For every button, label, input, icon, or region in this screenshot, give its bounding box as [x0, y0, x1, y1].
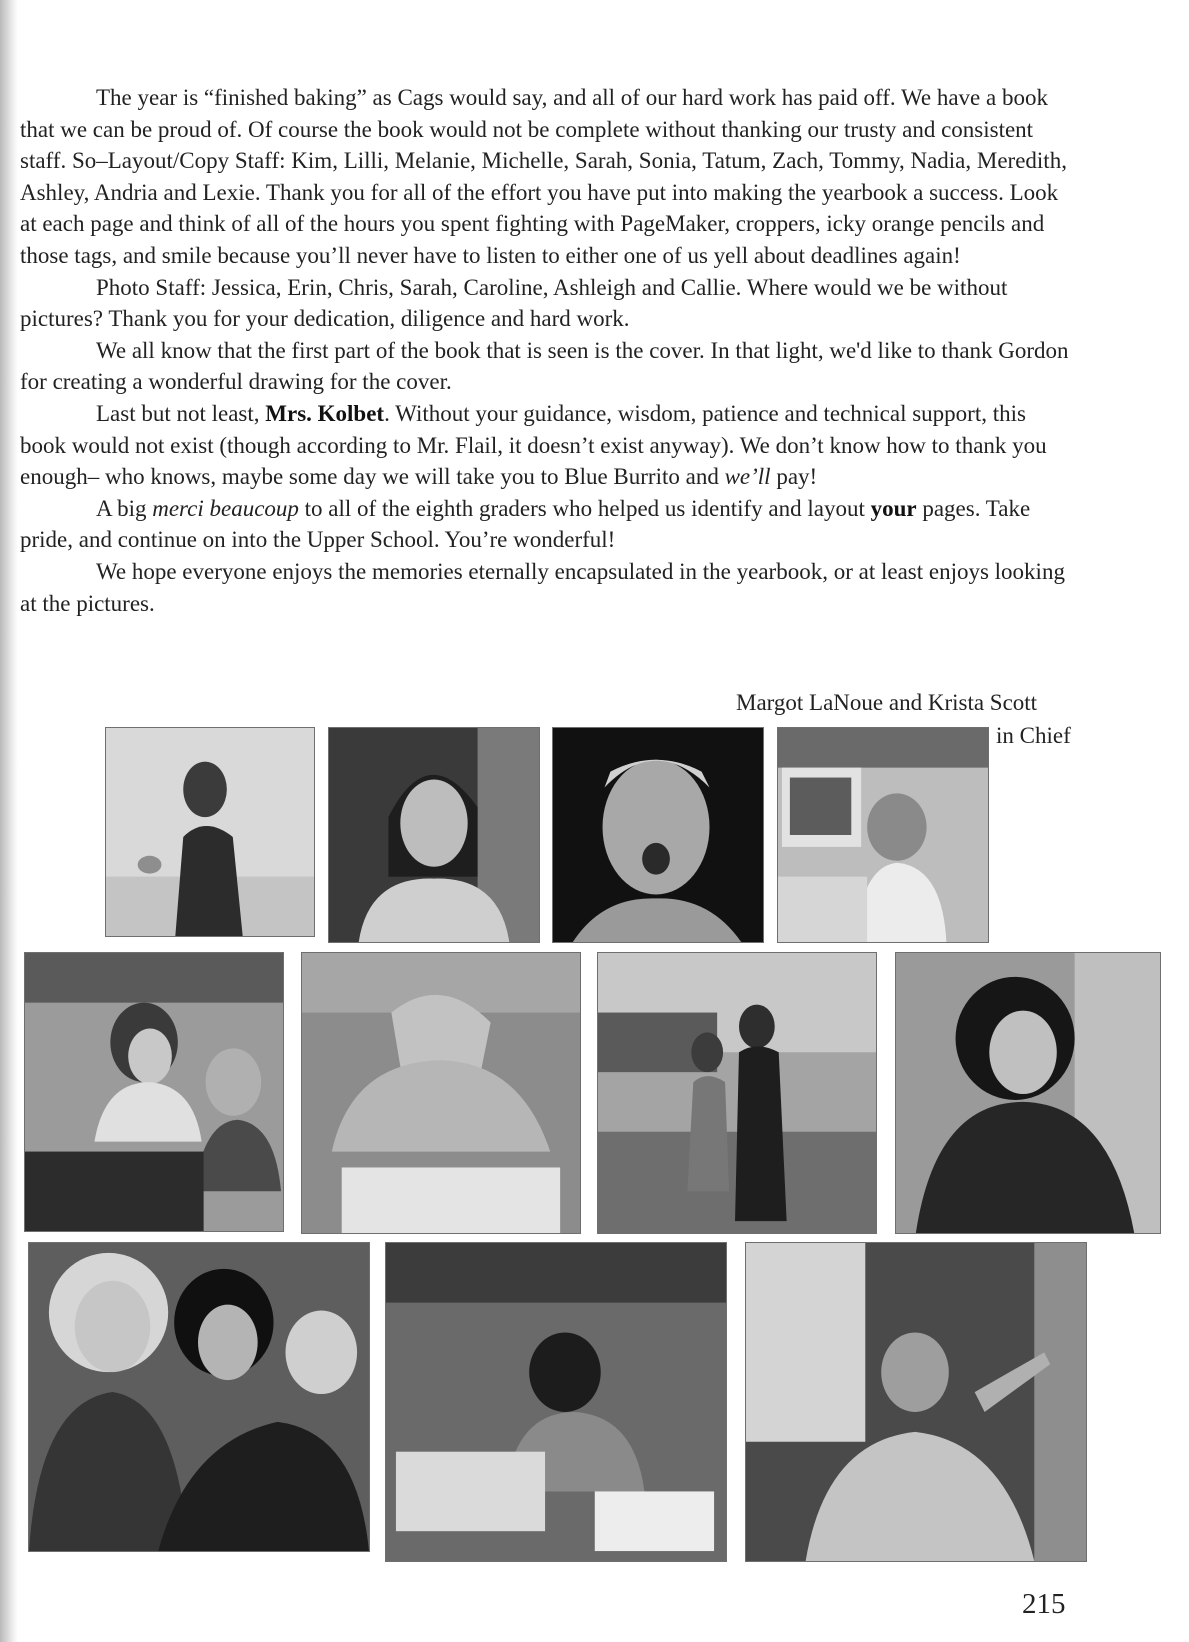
photo-student-working — [301, 952, 581, 1234]
photo-girls-at-table — [24, 952, 284, 1232]
p4-end: pay! — [770, 464, 818, 490]
signature-names: Margot LaNoue and Krista Scott — [736, 690, 1038, 715]
p5-bold: your — [870, 495, 917, 521]
letter-paragraph-2: Photo Staff: Jessica, Erin, Chris, Sarah, Caroline, Ashleigh and Callie. Where would we be without pictures? Thank you for your dedication, diligence and hard work. — [20, 274, 1008, 332]
photo-friends-hugging — [28, 1242, 370, 1552]
page-number: 215 — [1022, 1588, 1066, 1620]
editors-letter — [20, 82, 1070, 619]
photo-girls-posing-outdoors — [597, 952, 877, 1234]
letter-paragraph-5 — [20, 493, 1070, 556]
p5-italic: merci beaucoup — [152, 495, 299, 521]
photo-funny-face-boy — [552, 727, 764, 943]
letter-paragraph-6: We hope everyone enjoys the memories eternally encapsulated in the yearbook, or at least enjoys looking at the pictures. — [20, 558, 1065, 616]
advisor-name: Mrs. Kolbet — [265, 400, 385, 426]
letter-paragraph-1: The year is “finished baking” as Cags would say, and all of our hard work has paid off. We have a book that we can be proud of. Of course the book would not be complete without thanking our trusty and consistent staff. So–Layout/Copy Staff: Kim, Lilli, Melanie, Michelle, Sarah, Sonia, Tatum, Zach, Tommy, Nadia, Meredith, Ashley, Andria and Lexie. Thank you for all of the effort you have put into making the yearbook a success. Look at each page and think of all of the hours you spent fighting with PageMaker, croppers, icky orange pencils and those tags, and smile because you’ll never have to listen to either one of us yell about deadlines again! — [20, 85, 1067, 268]
p4-lead: Last but not least, — [96, 400, 266, 426]
photo-girl-in-jacket — [895, 952, 1161, 1234]
p5-lead: A big — [96, 495, 153, 521]
photo-teacher-at-computer — [777, 727, 989, 943]
p4-italic: we’ll — [724, 464, 771, 490]
signature-title: in Chief — [996, 723, 1071, 748]
letter-paragraph-4 — [20, 398, 1070, 493]
p5-mid: to all of the eighth graders who helped us identify and layout — [298, 495, 871, 521]
page-binding-shadow — [0, 0, 18, 1642]
photo-smiling-girl — [328, 727, 540, 943]
p5-end: pages. Take pride, and continue on into the Upper School. You’re wonderful! — [20, 495, 1031, 553]
p4-rest: . Without your guidance, wisdom, patience and technical support, this book would not exist (though according to Mr. Flail, it doesn’t exist anyway). We don’t know how to thank you enough– who knows, maybe some day we will take you to Blue Burrito and — [20, 400, 1047, 490]
photo-students-writing — [385, 1242, 727, 1562]
photo-girl-profile — [105, 727, 315, 937]
photo-girl-stretching — [745, 1242, 1087, 1562]
letter-paragraph-3: We all know that the first part of the book that is seen is the cover. In that light, we'd like to thank Gordon for creating a wonderful drawing for the cover. — [20, 337, 1069, 395]
